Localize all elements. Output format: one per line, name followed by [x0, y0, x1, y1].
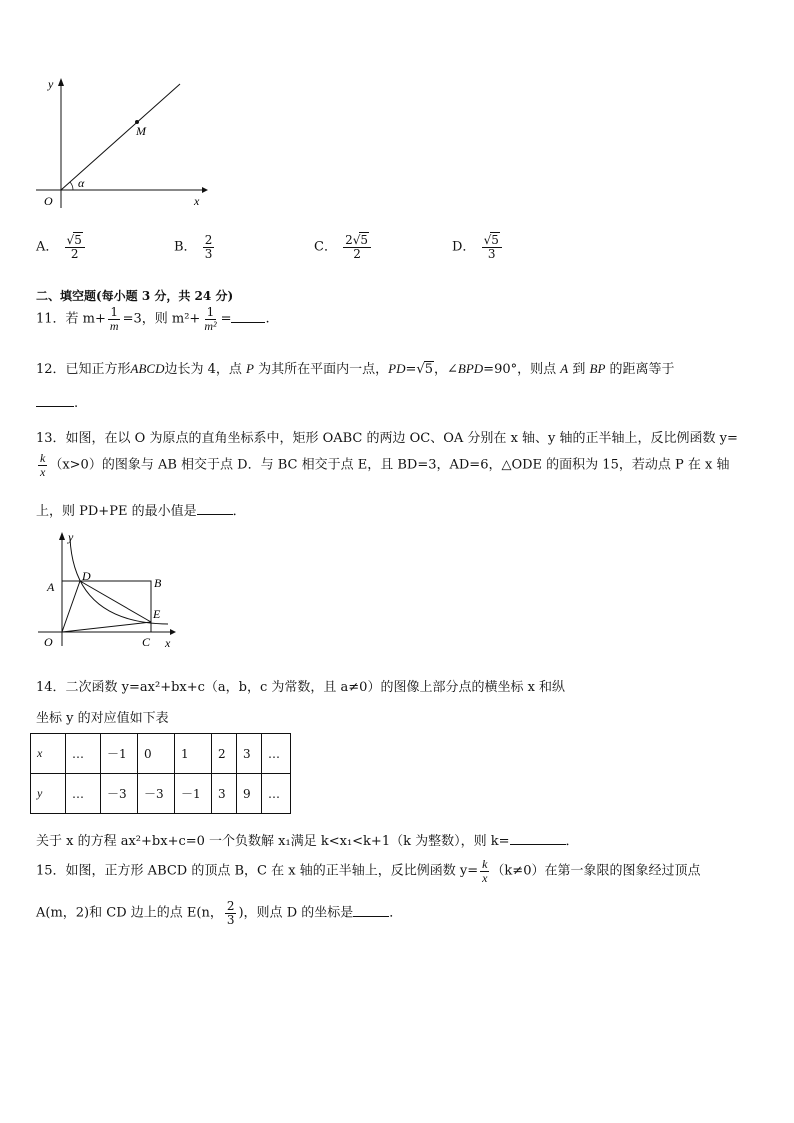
q13-fraction: $\frac{k}{x}$ [40, 451, 46, 479]
table-cell: y [31, 774, 66, 814]
x-axis-arrow [202, 187, 208, 193]
table-cell: 3 [237, 734, 262, 774]
table-cell: … [66, 734, 101, 774]
q15-fraction-2: $\frac{2}{3}$ [226, 899, 235, 927]
label-alpha: α [78, 176, 85, 190]
ray-om [61, 84, 180, 190]
question-13-line2: $\frac{k}{x}$ （x>0）的图象与 AB 相交于点 D．与 BC 相交于点 E，且 BD=3，AD=6，△ODE 的面积为 15，若动点 P 在 x 轴 [40, 451, 730, 479]
label-b: B [154, 576, 162, 590]
angle-figure [30, 72, 215, 212]
question-13-line1: 13．如图，在以 O 为原点的直角坐标系中，矩形 OABC 的两边 OC、OA 分别在 x 轴、y 轴的正半轴上，反比例函数 y= [36, 431, 738, 446]
question-14-line2: 坐标 y 的对应值如下表 [36, 711, 169, 726]
section-title: 二、填空题(每小题 3 分，共 24 分) [36, 289, 234, 303]
q11-text-mid: =3，则 m²+ [122, 311, 201, 327]
table-cell: … [262, 734, 291, 774]
table-cell: 2 [212, 734, 237, 774]
table-row [31, 774, 291, 814]
table-cell: … [66, 774, 101, 814]
option-c [314, 234, 373, 260]
segment-de [80, 581, 151, 622]
label-a: A [47, 580, 55, 594]
label-y: y [68, 530, 74, 544]
table-cell: －3 [101, 774, 138, 814]
q11-text-tail: = [220, 311, 232, 327]
angle-arc [70, 182, 73, 190]
question-12: 12．已知正方形ABCD边长为 4，点 P 为其所在平面内一点，PD=√5，∠BPD=90°，则点 A 到 BP 的距离等于 [36, 361, 675, 377]
table-cell: 1 [175, 734, 212, 774]
rectangle-oabc [62, 581, 151, 632]
option-letter: B． [174, 239, 197, 255]
q11-end: . [265, 311, 270, 327]
table-cell: 9 [237, 774, 262, 814]
answer-blank [231, 322, 265, 323]
segment-od [62, 581, 80, 632]
answer-blank [353, 916, 389, 917]
answer-blank [197, 514, 233, 515]
table-cell: … [262, 774, 291, 814]
answer-blank [510, 844, 566, 845]
question-15-line1: 15．如图，正方形 ABCD 的顶点 B，C 在 x 轴的正半轴上，反比例函数 y= $\frac{k}{x}$ （k≠0）在第一象限的图象经过顶点 [36, 857, 701, 885]
label-e: E [153, 607, 161, 621]
option-a [36, 234, 87, 260]
question-13-line3: 上，则 PD+PE 的最小值是 ． [36, 504, 246, 519]
table-cell: 3 [212, 774, 237, 814]
table-cell: x [31, 734, 66, 774]
answer-blank [36, 406, 74, 407]
question-15-line2: A(m，2)和 CD 边上的点 E(n， $\frac{2}{3}$ )，则点 D 的坐标是 ． [36, 899, 403, 927]
y-axis-arrow [59, 532, 65, 540]
option-letter: D． [452, 239, 476, 255]
label-o: O [44, 194, 53, 208]
option-b [174, 234, 216, 260]
option-d [452, 234, 504, 260]
x-axis-arrow [170, 629, 176, 635]
question-11 [36, 306, 270, 332]
table-row [31, 734, 291, 774]
table-cell: －1 [101, 734, 138, 774]
label-m: M [136, 124, 146, 138]
q15-fraction-1: $\frac{k}{x}$ [482, 857, 488, 885]
q11-fraction-1: $\frac{1}{m}$ [109, 305, 119, 333]
table-cell: －3 [138, 774, 175, 814]
question-12-line2: . [36, 396, 78, 411]
question-14-line3: 关于 x 的方程 ax²+bx+c=0 一个负数解 x₁满足 k<x₁<k+1（k 为整数），则 k= ． [36, 834, 579, 849]
option-letter: A． [36, 239, 59, 255]
label-x: x [194, 194, 200, 208]
option-fraction: $\frac{√5}{3}$ [482, 234, 502, 260]
option-letter: C． [314, 239, 337, 255]
segment-oe [62, 622, 151, 632]
table-cell: －1 [175, 774, 212, 814]
q11-text: 11．若 m+ [36, 311, 106, 327]
option-fraction: $\frac{2}{3}$ [204, 233, 213, 261]
y-axis-arrow [58, 78, 64, 86]
label-c: C [142, 635, 151, 649]
q11-fraction-2: $\frac{1}{\text{m²}}$ [204, 305, 217, 333]
label-y: y [48, 77, 54, 91]
question-14-line1: 14．二次函数 y=ax²+bx+c（a，b，c 为常数，且 a≠0）的图像上部分点的横坐标 x 和纵 [36, 680, 566, 695]
rectangle-figure [38, 528, 188, 652]
value-table [30, 733, 291, 814]
label-o: O [44, 635, 53, 649]
table-cell: 0 [138, 734, 175, 774]
option-fraction: $\frac{2√5}{2}$ [343, 234, 371, 260]
label-x: x [165, 636, 171, 650]
label-d: D [82, 569, 91, 583]
option-fraction: $\frac{√5}{2}$ [65, 234, 85, 260]
